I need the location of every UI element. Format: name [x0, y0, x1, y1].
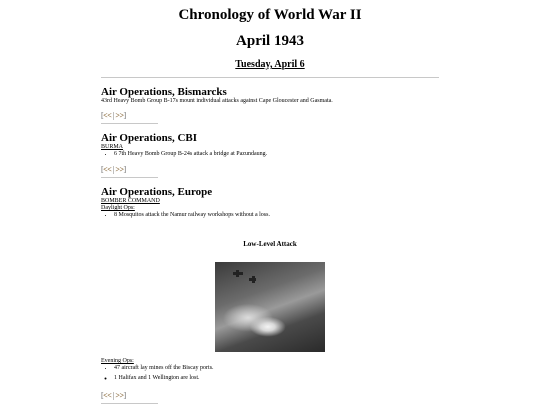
- divider: [101, 123, 158, 124]
- next-link[interactable]: >>: [115, 391, 124, 400]
- section-heading: Air Operations, Europe: [101, 186, 213, 198]
- prev-link[interactable]: <<: [103, 165, 112, 174]
- section-europe: [101, 186, 441, 221]
- next-link[interactable]: >>: [115, 111, 124, 120]
- aerial-photo: [215, 262, 325, 352]
- day-title: Tuesday, April 6: [235, 59, 305, 70]
- divider: [101, 403, 158, 404]
- section-subheading: BURMA: [101, 144, 124, 150]
- nav-links: [<< | >>]: [101, 391, 126, 400]
- item-list: [101, 151, 441, 158]
- nav-links: [<< | >>]: [101, 111, 126, 120]
- next-link[interactable]: >>: [115, 165, 124, 174]
- item-list: [101, 212, 441, 219]
- prev-link[interactable]: <<: [103, 111, 112, 120]
- list-item: • 6 7th Heavy Bomb Group B-24s attack a bridge at Pazundaung.: [114, 151, 441, 158]
- month-title: April 1943: [236, 33, 304, 49]
- section-cbi: [101, 132, 441, 160]
- list-item: • 47 aircraft lay mines off the Biscay ports.: [114, 365, 441, 372]
- section-evening: [101, 358, 441, 384]
- section-subsubheading: Daylight Ops:: [101, 205, 135, 211]
- item-list: [101, 365, 441, 372]
- prev-link[interactable]: <<: [103, 391, 112, 400]
- aircraft-shape: [249, 278, 256, 281]
- section-subheading: BOMBER COMMAND: [101, 198, 160, 204]
- section-bismarcks: [101, 86, 441, 105]
- divider: [101, 177, 158, 178]
- figure-caption: Low-Level Attack: [243, 240, 297, 248]
- evening-label: Evening Ops:: [101, 358, 134, 364]
- section-heading: Air Operations, Bismarcks: [101, 86, 227, 98]
- list-item: • 8 Mosquitos attack the Namur railway workshops without a loss.: [114, 212, 441, 219]
- nav-links: [<< | >>]: [101, 165, 126, 174]
- sub-item-list: [101, 375, 441, 382]
- aircraft-shape: [233, 272, 243, 275]
- section-text: 43rd Heavy Bomb Group B-17s mount individual attacks against Cape Gloucester and Gasmata.: [101, 98, 333, 104]
- divider: [101, 77, 439, 78]
- list-item: ◦ 1 Halifax and 1 Wellington are lost.: [114, 375, 441, 382]
- section-heading: Air Operations, CBI: [101, 132, 198, 144]
- page-title: Chronology of World War II: [178, 7, 362, 23]
